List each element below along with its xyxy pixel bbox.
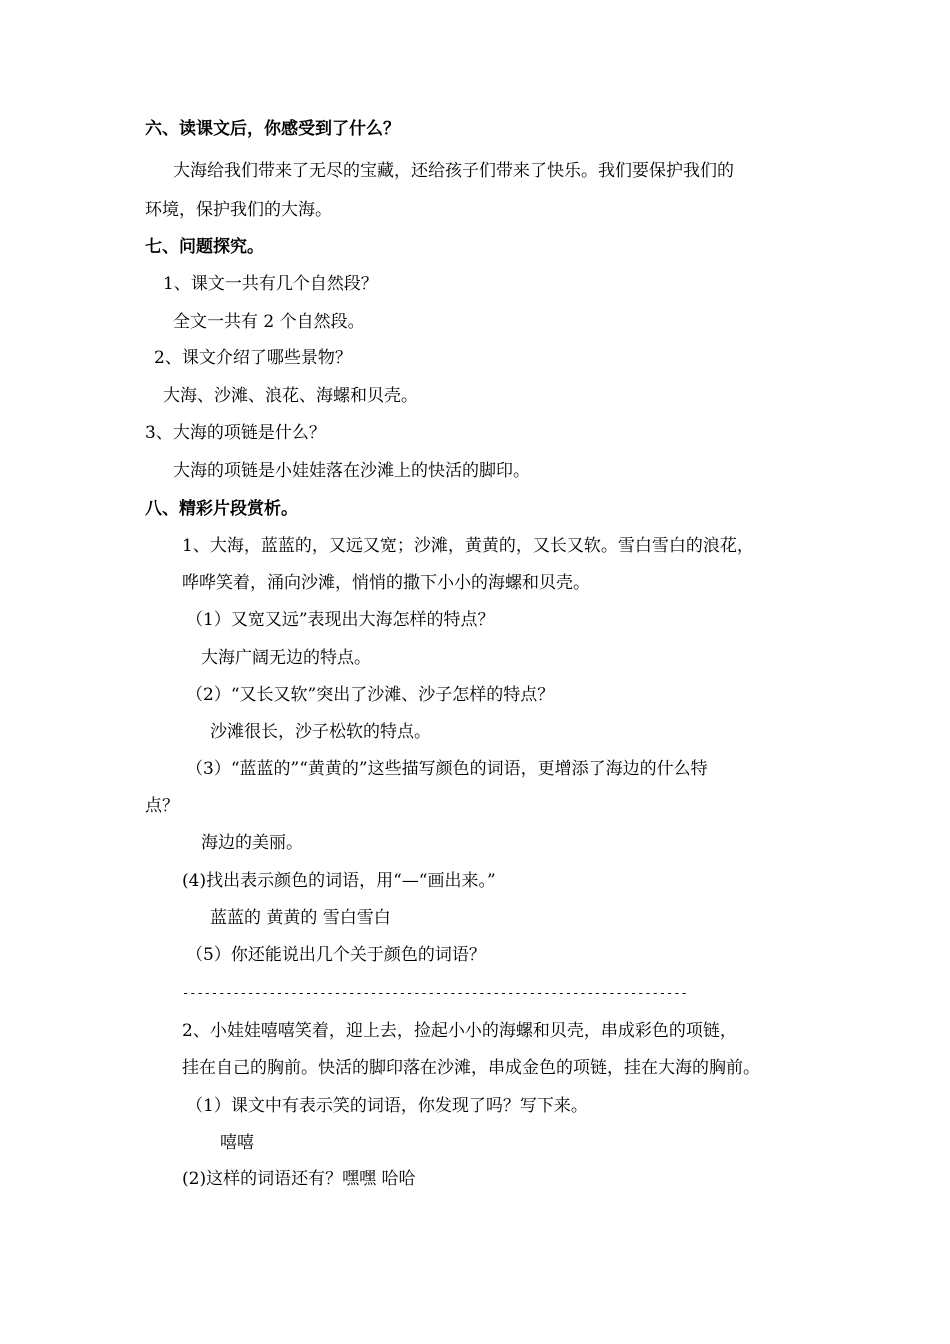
answer-2: 大海、沙滩、浪花、海螺和贝壳。 (163, 386, 418, 406)
passage-1-question-4: (4)找出表示颜色的词语，用“—“画出来。” (182, 871, 496, 891)
passage-1-answer-1: 大海广阔无边的特点。 (201, 648, 371, 668)
question-1: 1、课文一共有几个自然段？ (163, 274, 378, 294)
section-six-answer-line-1: 大海给我们带来了无尽的宝藏，还给孩子们带来了快乐。我们要保护我们的 (173, 161, 734, 181)
passage-2-question-2: (2)这样的词语还有？嘿嘿 哈哈 (182, 1169, 416, 1189)
passage-1-answer-4: 蓝蓝的 黄黄的 雪白雪白 (210, 908, 391, 928)
passage-1-question-5: （5）你还能说出几个关于颜色的词语？ (186, 945, 486, 965)
passage-1-line-2: 哗哗笑着，涌向沙滩，悄悄的撒下小小的海螺和贝壳。 (182, 573, 590, 593)
passage-2-answer-1: 嘻嘻 (220, 1133, 254, 1153)
question-3: 3、大海的项链是什么？ (145, 423, 326, 443)
answer-1: 全文一共有 2 个自然段。 (173, 312, 365, 332)
passage-1-question-3-line-2: 点？ (145, 796, 179, 816)
passage-2-question-1: （1）课文中有表示笑的词语，你发现了吗？写下来。 (186, 1096, 588, 1116)
passage-2-line-1: 2、小娃娃嘻嘻笑着，迎上去，捡起小小的海螺和贝壳，串成彩色的项链， (182, 1021, 737, 1041)
passage-1-question-2: （2）“又长又软”突出了沙滩、沙子怎样的特点？ (186, 685, 555, 705)
answer-3: 大海的项链是小娃娃落在沙滩上的快活的脚印。 (173, 461, 530, 481)
passage-1-answer-2: 沙滩很长，沙子松软的特点。 (210, 722, 431, 742)
question-2: 2、课文介绍了哪些景物？ (154, 348, 352, 368)
section-seven-heading: 七、问题探究。 (145, 237, 264, 257)
section-six-heading: 六、读课文后，你感受到了什么？ (145, 119, 400, 139)
section-eight-heading: 八、精彩片段赏析。 (145, 499, 298, 519)
passage-1-question-3-line-1: （3）“蓝蓝的”“黄黄的”这些描写颜色的词语，更增添了海边的什么特 (186, 759, 708, 779)
passage-1-line-1: 1、大海，蓝蓝的，又远又宽；沙滩，黄黄的，又长又软。雪白雪白的浪花， (182, 536, 754, 556)
passage-1-question-1: （1）又宽又远”表现出大海怎样的特点？ (186, 610, 495, 630)
section-six-answer-line-2: 环境，保护我们的大海。 (145, 200, 332, 220)
answer-blank-line: ---------------------------------------------------------------------- (182, 986, 688, 1000)
passage-1-answer-3: 海边的美丽。 (201, 833, 303, 853)
passage-2-line-2: 挂在自己的胸前。快活的脚印落在沙滩，串成金色的项链，挂在大海的胸前。 (182, 1058, 760, 1078)
